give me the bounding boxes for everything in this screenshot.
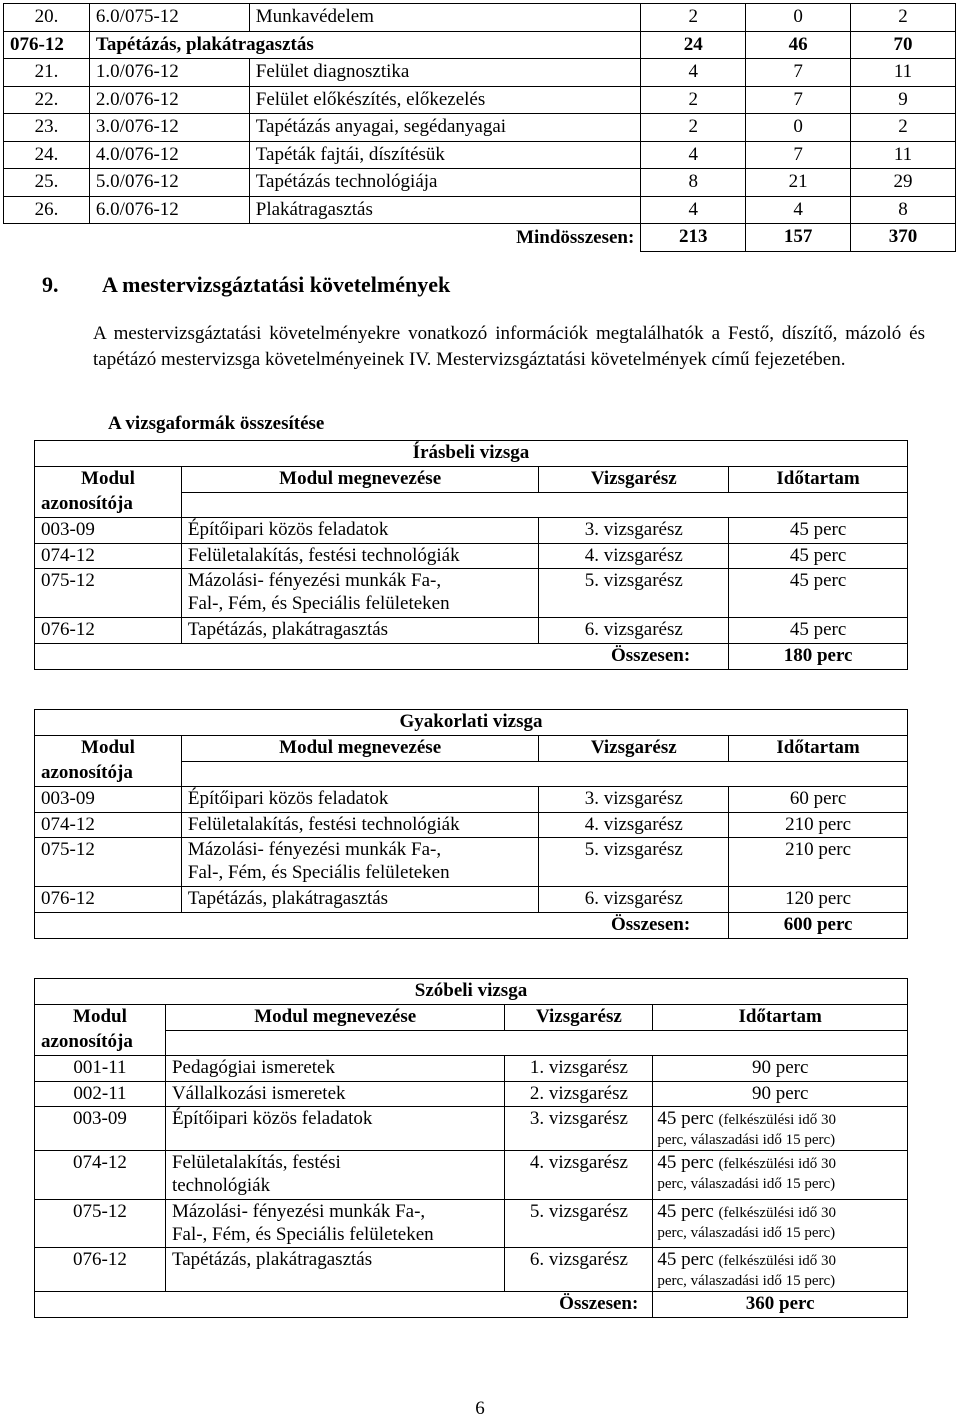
exam-time: 210 perc	[729, 838, 908, 887]
module-name-line: Fal-, Fém, és Speciális felületeken	[187, 593, 450, 615]
header-name: Modul megnevezése	[181, 466, 538, 492]
curriculum-hours-a: 2	[641, 86, 746, 114]
section-paragraph: A mestervizsgáztatási követelményekre vonatkozó információk megtalálhatók a Festő, díszítő, mázoló és tapétázó mestervizsga követelményeinek IV. Mestervizsgáztatási követelmények című fejezetében.	[93, 323, 925, 371]
curriculum-hours-c: 11	[851, 59, 956, 87]
module-name	[165, 1055, 505, 1081]
curriculum-hours-a: 8	[641, 169, 746, 197]
module-name	[165, 1248, 505, 1292]
module-name	[181, 887, 538, 913]
module-name-line: Tapétázás, plakátragasztás	[171, 1249, 373, 1271]
curriculum-name: Plakátragasztás	[249, 196, 641, 224]
exam-part: 3. vizsgarész	[505, 1107, 653, 1151]
curriculum-code: 3.0/076-12	[89, 114, 249, 142]
written-total-label: Összesen:	[35, 643, 729, 669]
curriculum-code: 4.0/076-12	[89, 141, 249, 169]
practical-total-label: Összesen:	[35, 912, 729, 938]
table-row	[35, 517, 908, 543]
module-name-line: technológiák	[171, 1175, 271, 1197]
header-name: Modul megnevezése	[181, 735, 538, 761]
header-part: Vizsgarész	[505, 1004, 653, 1030]
module-id: 075-12	[35, 838, 182, 887]
curriculum-code: 6.0/075-12	[89, 4, 249, 32]
exam-time	[653, 1107, 908, 1151]
curriculum-row	[4, 196, 956, 224]
exam-time	[653, 1151, 908, 1200]
written-header-row	[35, 466, 908, 492]
curriculum-hours-c: 8	[851, 196, 956, 224]
curriculum-hours-c: 11	[851, 141, 956, 169]
module-name-line: Építőipari közös feladatok	[187, 518, 389, 540]
module-name	[181, 569, 538, 618]
table-row	[35, 1055, 908, 1081]
exam-part: 4. vizsgarész	[539, 543, 729, 569]
curriculum-hours-b: 0	[746, 114, 851, 142]
exam-time-note: (felkészülési idő 30	[718, 1112, 836, 1129]
curriculum-row	[4, 4, 956, 32]
curriculum-no: 23.	[4, 114, 90, 142]
module-id: 076-12	[35, 887, 182, 913]
curriculum-row	[4, 169, 956, 197]
table-row	[35, 838, 908, 887]
exam-part: 5. vizsgarész	[539, 838, 729, 887]
exam-time: 210 perc	[729, 812, 908, 838]
curriculum-name: Tapétázás, plakátragasztás	[89, 31, 640, 59]
curriculum-no: 21.	[4, 59, 90, 87]
module-id: 002-11	[35, 1081, 166, 1107]
exam-time	[653, 1199, 908, 1248]
module-id: 074-12	[35, 543, 182, 569]
module-name-line: Felületalakítás, festési technológiák	[187, 813, 460, 835]
written-exam-title: Írásbeli vizsga	[35, 441, 908, 467]
curriculum-name: Munkavédelem	[249, 4, 641, 32]
written-exam-table	[34, 440, 908, 670]
exam-time-note: perc, válaszadási idő 15 perc)	[657, 1273, 836, 1290]
table-row	[35, 887, 908, 913]
oral-exam-title: Szóbeli vizsga	[35, 979, 908, 1005]
module-name-line: Mázolási- fényezési munkák Fa-,	[187, 839, 442, 861]
table-row	[35, 812, 908, 838]
module-name-line: Pedagógiai ismeretek	[171, 1056, 335, 1078]
exam-part: 2. vizsgarész	[505, 1081, 653, 1107]
curriculum-hours-c: 9	[851, 86, 956, 114]
module-name	[165, 1199, 505, 1248]
module-name-line: Mázolási- fényezési munkák Fa-,	[171, 1200, 426, 1222]
curriculum-total-a: 213	[641, 224, 746, 252]
header-time: Időtartam	[729, 735, 908, 761]
table-row	[35, 786, 908, 812]
table-row	[35, 569, 908, 618]
curriculum-hours-c: 2	[851, 4, 956, 32]
exam-time-value: 45 perc	[657, 1152, 714, 1174]
curriculum-name: Tapétázás technológiája	[249, 169, 641, 197]
curriculum-total-label: Mindösszesen:	[249, 224, 641, 252]
curriculum-total-c: 370	[851, 224, 956, 252]
module-name-line: Tapétázás, plakátragasztás	[187, 888, 389, 910]
module-id: 003-09	[35, 786, 182, 812]
practical-total: 600 perc	[729, 912, 908, 938]
exam-time-value: 45 perc	[657, 1249, 714, 1271]
module-name-line: Felületalakítás, festési technológiák	[187, 544, 460, 566]
exam-time: 45 perc	[729, 569, 908, 618]
written-total: 180 perc	[729, 643, 908, 669]
exam-time: 60 perc	[729, 786, 908, 812]
module-id: 075-12	[35, 569, 182, 618]
curriculum-total-b: 157	[746, 224, 851, 252]
module-id: 001-11	[35, 1055, 166, 1081]
table-row	[35, 618, 908, 644]
page-number: 6	[475, 1398, 485, 1419]
table-row	[35, 1081, 908, 1107]
oral-total-row	[35, 1292, 908, 1318]
exam-part: 1. vizsgarész	[505, 1055, 653, 1081]
practical-exam-title: Gyakorlati vizsga	[35, 710, 908, 736]
header-time: Időtartam	[653, 1004, 908, 1030]
curriculum-no: 22.	[4, 86, 90, 114]
curriculum-hours-a: 4	[641, 141, 746, 169]
oral-total: 360 perc	[653, 1292, 908, 1318]
header-name: Modul megnevezése	[165, 1004, 505, 1030]
curriculum-total-row	[4, 224, 956, 252]
module-name-line: Fal-, Fém, és Speciális felületeken	[171, 1223, 434, 1245]
oral-exam-table	[34, 978, 908, 1318]
curriculum-code: 2.0/076-12	[89, 86, 249, 114]
curriculum-hours-c: 29	[851, 169, 956, 197]
practical-exam-table	[34, 709, 908, 939]
exam-time-note: perc, válaszadási idő 15 perc)	[657, 1224, 836, 1241]
header-modul: Modul	[35, 466, 182, 492]
summary-title: A vizsgaformák összesítése	[108, 413, 325, 434]
curriculum-hours-a: 4	[641, 196, 746, 224]
curriculum-row	[4, 59, 956, 87]
header-part: Vizsgarész	[539, 735, 729, 761]
module-name-line: Tapétázás, plakátragasztás	[187, 619, 389, 641]
written-total-row	[35, 643, 908, 669]
curriculum-code: 6.0/076-12	[89, 196, 249, 224]
curriculum-hours-c: 70	[851, 31, 956, 59]
practical-header-row	[35, 735, 908, 761]
module-name-line: Felületalakítás, festési	[171, 1152, 341, 1174]
curriculum-hours-a: 2	[641, 4, 746, 32]
exam-time: 45 perc	[729, 517, 908, 543]
exam-part: 5. vizsgarész	[539, 569, 729, 618]
header-part: Vizsgarész	[539, 466, 729, 492]
module-name	[181, 517, 538, 543]
curriculum-hours-c: 2	[851, 114, 956, 142]
module-name	[165, 1151, 505, 1200]
curriculum-hours-a: 2	[641, 114, 746, 142]
curriculum-row	[4, 114, 956, 142]
curriculum-hours-b: 7	[746, 59, 851, 87]
module-id: 074-12	[35, 1151, 166, 1200]
curriculum-hours-b: 7	[746, 86, 851, 114]
curriculum-hours-b: 46	[746, 31, 851, 59]
curriculum-hours-b: 21	[746, 169, 851, 197]
curriculum-table	[3, 3, 956, 252]
oral-total-label: Összesen:	[35, 1292, 653, 1318]
curriculum-code: 5.0/076-12	[89, 169, 249, 197]
table-row	[35, 1199, 908, 1248]
exam-time-note: perc, válaszadási idő 15 perc)	[657, 1176, 836, 1193]
exam-time: 90 perc	[653, 1081, 908, 1107]
curriculum-row	[4, 86, 956, 114]
exam-part: 3. vizsgarész	[539, 786, 729, 812]
curriculum-hours-b: 7	[746, 141, 851, 169]
module-name-line: Fal-, Fém, és Speciális felületeken	[187, 862, 450, 884]
exam-time-note: perc, válaszadási idő 15 perc)	[657, 1132, 836, 1149]
module-id: 076-12	[35, 618, 182, 644]
section-heading	[42, 272, 450, 298]
module-name-line: Építőipari közös feladatok	[171, 1108, 373, 1130]
module-name	[181, 786, 538, 812]
curriculum-hours-a: 4	[641, 59, 746, 87]
curriculum-no: 20.	[4, 4, 90, 32]
exam-time-note: (felkészülési idő 30	[718, 1204, 836, 1221]
exam-time	[653, 1248, 908, 1292]
exam-time: 120 perc	[729, 887, 908, 913]
module-id: 075-12	[35, 1199, 166, 1248]
exam-part: 5. vizsgarész	[505, 1199, 653, 1248]
exam-time-value: 45 perc	[657, 1108, 714, 1130]
curriculum-hours-a: 24	[641, 31, 746, 59]
module-id: 074-12	[35, 812, 182, 838]
module-id: 076-12	[35, 1248, 166, 1292]
module-id: 003-09	[35, 517, 182, 543]
curriculum-hours-b: 4	[746, 196, 851, 224]
section-title: A mestervizsgáztatási követelmények	[102, 272, 451, 297]
module-name	[181, 618, 538, 644]
module-name	[181, 543, 538, 569]
module-name	[181, 812, 538, 838]
module-name-line: Építőipari közös feladatok	[187, 787, 389, 809]
table-row	[35, 1151, 908, 1200]
curriculum-name: Tapéták fajtái, díszítésük	[249, 141, 641, 169]
curriculum-row	[4, 141, 956, 169]
exam-part: 3. vizsgarész	[539, 517, 729, 543]
exam-time-note: (felkészülési idő 30	[718, 1253, 836, 1270]
header-modul-2: azonosítója	[35, 761, 182, 786]
exam-time-value: 45 perc	[657, 1200, 714, 1222]
curriculum-no: 24.	[4, 141, 90, 169]
exam-time: 45 perc	[729, 543, 908, 569]
exam-part: 4. vizsgarész	[505, 1151, 653, 1200]
curriculum-no: 25.	[4, 169, 90, 197]
exam-time-note: (felkészülési idő 30	[718, 1156, 836, 1173]
oral-header-row	[35, 1004, 908, 1030]
module-name-line: Mázolási- fényezési munkák Fa-,	[187, 570, 442, 592]
header-time: Időtartam	[729, 466, 908, 492]
table-row	[35, 1248, 908, 1292]
exam-time: 90 perc	[653, 1055, 908, 1081]
header-modul-2: azonosítója	[35, 492, 182, 517]
module-name	[165, 1107, 505, 1151]
table-row	[35, 1107, 908, 1151]
curriculum-code: 1.0/076-12	[89, 59, 249, 87]
exam-part: 6. vizsgarész	[539, 618, 729, 644]
module-name	[181, 838, 538, 887]
exam-time: 45 perc	[729, 618, 908, 644]
curriculum-no: 26.	[4, 196, 90, 224]
curriculum-name: Felület előkészítés, előkezelés	[249, 86, 641, 114]
curriculum-no: 076-12	[4, 31, 90, 59]
curriculum-name: Tapétázás anyagai, segédanyagai	[249, 114, 641, 142]
curriculum-row	[4, 31, 956, 59]
header-modul: Modul	[35, 1004, 166, 1030]
exam-part: 4. vizsgarész	[539, 812, 729, 838]
module-name-line: Vállalkozási ismeretek	[171, 1082, 346, 1104]
curriculum-name: Felület diagnosztika	[249, 59, 641, 87]
module-name	[165, 1081, 505, 1107]
header-modul-2: azonosítója	[35, 1030, 166, 1055]
curriculum-hours-b: 0	[746, 4, 851, 32]
practical-total-row	[35, 912, 908, 938]
exam-part: 6. vizsgarész	[505, 1248, 653, 1292]
header-modul: Modul	[35, 735, 182, 761]
section-number: 9.	[42, 272, 59, 297]
module-id: 003-09	[35, 1107, 166, 1151]
table-row	[35, 543, 908, 569]
exam-part: 6. vizsgarész	[539, 887, 729, 913]
